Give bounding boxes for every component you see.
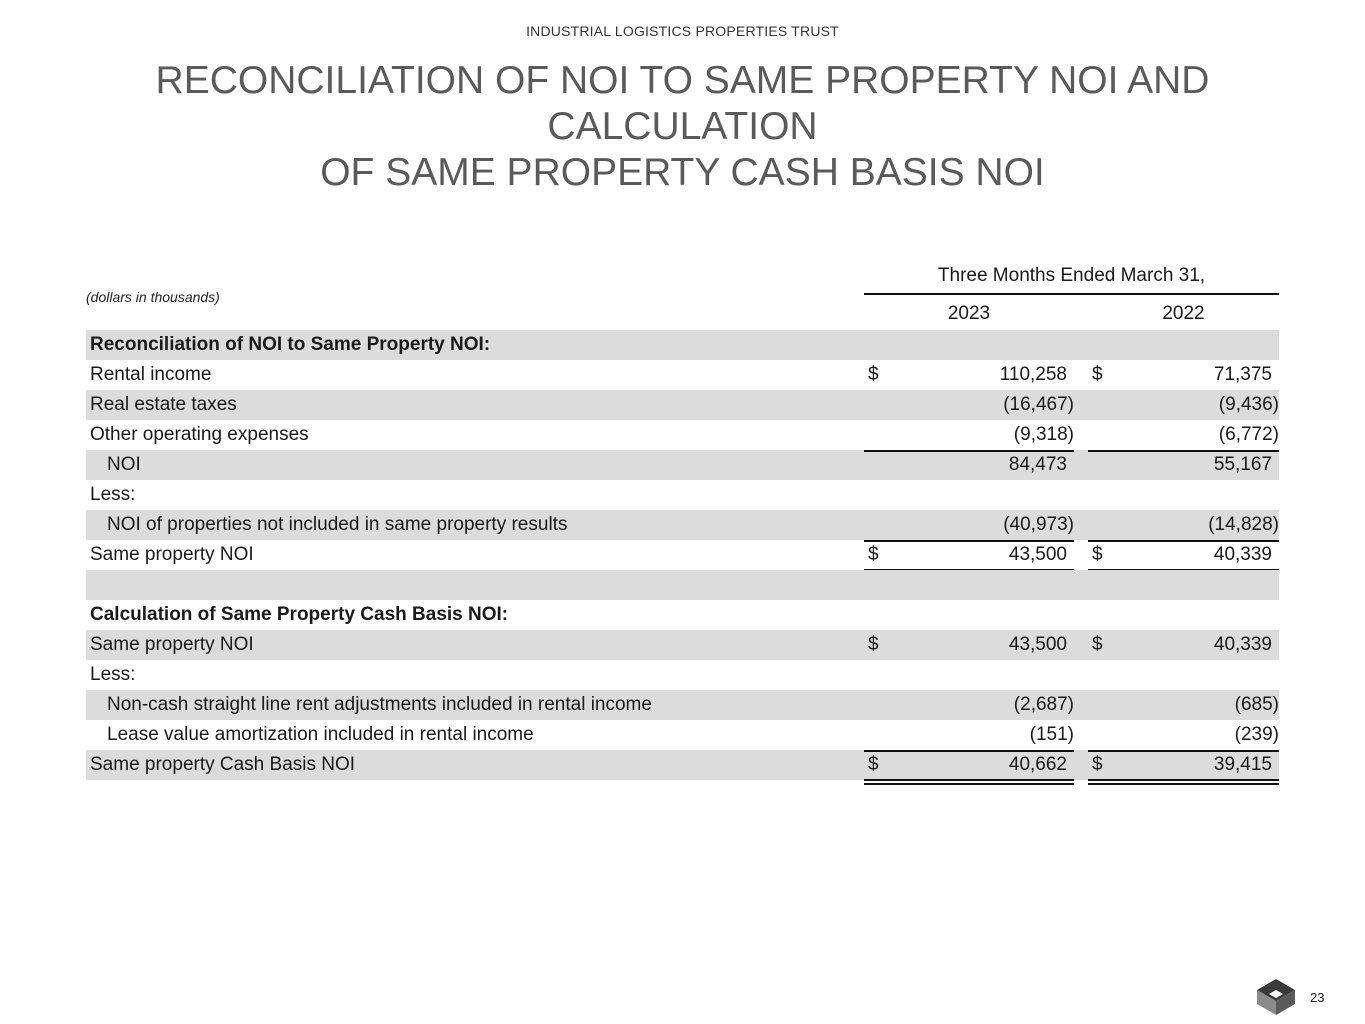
value-2022: (685) <box>1234 694 1279 715</box>
value-2023: 40,662 <box>1008 754 1067 775</box>
year-header-2023: 2023 <box>864 303 1074 332</box>
table-row <box>86 420 1279 450</box>
row-label: NOI <box>107 454 141 475</box>
currency-symbol: $ <box>868 364 879 385</box>
units-note: (dollars in thousands) <box>86 289 220 305</box>
table-row <box>86 690 1279 720</box>
value-2023: (16,467) <box>1003 394 1074 415</box>
value-2022: 39,415 <box>1213 754 1272 775</box>
table-row <box>86 390 1279 420</box>
value-2022: (239) <box>1234 724 1279 745</box>
row-label: Less: <box>90 484 136 505</box>
row-label: Calculation of Same Property Cash Basis NOI: <box>90 604 509 625</box>
value-2023: 43,500 <box>1008 544 1067 565</box>
table-row-spacer <box>86 570 1279 600</box>
value-2022: (14,828) <box>1208 514 1279 535</box>
currency-symbol: $ <box>868 634 879 655</box>
value-2023: (2,687) <box>1013 694 1074 715</box>
value-2022: (9,436) <box>1218 394 1279 415</box>
row-label: Other operating expenses <box>90 424 309 445</box>
section-header-reconciliation <box>86 330 1279 360</box>
currency-symbol: $ <box>1092 364 1103 385</box>
table-row-same-property-noi-total <box>86 540 1279 570</box>
currency-symbol: $ <box>1092 544 1103 565</box>
year-header-2022: 2022 <box>1088 303 1279 332</box>
row-label: Non-cash straight line rent adjustments included in rental income <box>107 694 652 715</box>
table-row-noi <box>86 450 1279 480</box>
row-label: Rental income <box>90 364 212 385</box>
row-label: Less: <box>90 664 136 685</box>
value-2022: 40,339 <box>1213 544 1272 565</box>
table-row <box>86 660 1279 690</box>
table-row-cash-basis-noi-total <box>86 750 1279 780</box>
currency-symbol: $ <box>868 544 879 565</box>
currency-symbol: $ <box>868 754 879 775</box>
value-2023: (40,973) <box>1003 514 1074 535</box>
page-title <box>20 58 1345 196</box>
value-2023: (9,318) <box>1013 424 1074 445</box>
row-label: NOI of properties not included in same property results <box>107 514 568 535</box>
value-2022: 55,167 <box>1213 454 1272 475</box>
table-row <box>86 360 1279 390</box>
row-label: Same property NOI <box>90 634 254 655</box>
table-row <box>86 480 1279 510</box>
row-label: Same property Cash Basis NOI <box>90 754 356 775</box>
page-title-line-1: RECONCILIATION OF NOI TO SAME PROPERTY NOI AND CALCULATION <box>155 59 1210 148</box>
row-label: Lease value amortization included in rental income <box>107 724 534 745</box>
period-header: Three Months Ended March 31, <box>864 265 1279 295</box>
table-row <box>86 630 1279 660</box>
value-2023: (151) <box>1029 724 1074 745</box>
row-label: Same property NOI <box>90 544 254 565</box>
row-label: Real estate taxes <box>90 394 237 415</box>
ilpt-diamond-logo-icon <box>1256 978 1296 1016</box>
company-name: INDUSTRIAL LOGISTICS PROPERTIES TRUST <box>526 23 839 39</box>
currency-symbol: $ <box>1092 634 1103 655</box>
value-2023: 84,473 <box>1008 454 1067 475</box>
value-2022: (6,772) <box>1218 424 1279 445</box>
row-label: Reconciliation of NOI to Same Property NOI: <box>90 334 491 355</box>
currency-symbol: $ <box>1092 754 1103 775</box>
page-title-line-2: OF SAME PROPERTY CASH BASIS NOI <box>320 151 1045 194</box>
section-header-cash-basis <box>86 600 1279 630</box>
value-2023: 43,500 <box>1008 634 1067 655</box>
table-row <box>86 720 1279 750</box>
table-row <box>86 510 1279 540</box>
value-2022: 71,375 <box>1213 364 1272 385</box>
value-2023: 110,258 <box>999 364 1067 385</box>
page-number: 23 <box>1310 990 1325 1005</box>
value-2022: 40,339 <box>1213 634 1272 655</box>
